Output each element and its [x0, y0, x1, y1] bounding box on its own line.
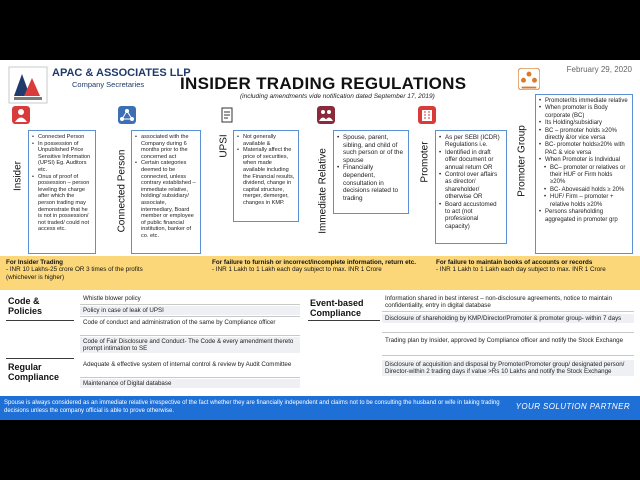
person-icon — [12, 106, 30, 124]
divider — [6, 358, 74, 359]
column-box-connected-person — [131, 130, 201, 254]
column-label-insider: Insider — [12, 160, 24, 192]
column-label-upsi: UPSI — [218, 134, 230, 158]
list-item: • Its Holding/subsidiary — [539, 120, 629, 127]
list-item: • Not generally available & — [237, 134, 295, 147]
tagline: YOUR SOLUTION PARTNER — [515, 402, 630, 411]
penalty-band — [0, 256, 640, 290]
firm-subtitle: Company Secretaries — [72, 80, 145, 89]
column-box-promoter — [435, 130, 507, 244]
list-item: • Persons shareholding aggregated in promoter grp — [539, 209, 629, 224]
column-box-upsi — [233, 130, 299, 222]
list-item: • Materially affect the price of securities, when made available including the Financial results, dividend, change in capital structure, merger, demerger, changes in KMP. — [237, 147, 295, 206]
list-item: Information shared in best interest – non-disclosure agreements, notice to maintain confidentiality, entry in digital database — [382, 294, 634, 310]
list-item: • Spouse, parent, sibling, and child of such person or of the spouse — [337, 134, 405, 164]
list-item: Maintenance of Digital database — [80, 379, 300, 388]
list-item: • Connected Person — [32, 134, 92, 141]
divider — [6, 320, 74, 321]
page-title: INSIDER TRADING REGULATIONS — [180, 74, 467, 93]
divider — [308, 320, 380, 321]
firm-logo-icon — [8, 66, 48, 104]
list-item: • Control over affairs as director/ shareholder/ otherwise OR — [439, 171, 503, 201]
page-subtitle: (including amendments vide notification dated September 17, 2019) — [240, 93, 435, 100]
list-item: Code of conduct and administration of the same by Compliance officer — [80, 318, 300, 327]
list-item: • Board accustomed to act (not professional capacity) — [439, 201, 503, 231]
list-item: • Financially dependent, consultation in decisions related to trading — [337, 164, 405, 202]
firm-name: APAC & ASSOCIATES LLP — [52, 67, 191, 79]
section-title-regular-compliance: Regular Compliance — [8, 362, 60, 382]
list-item: Policy in case of leak of UPSI — [80, 306, 300, 315]
list-item: • BC – promoter holds ≥20% directly &/or vice versa — [539, 128, 629, 143]
divider — [80, 335, 300, 336]
divider — [80, 316, 300, 317]
list-item: • As per SEBI (ICDR) Regulations i.e. — [439, 134, 503, 149]
divider — [382, 311, 634, 312]
list-item: • Identified in draft offer document or annual return OR — [439, 149, 503, 171]
list-item: Disclosure of shareholding by KMP/Director/Promoter & promoter group- within 7 days — [382, 314, 634, 323]
slide — [0, 60, 640, 420]
divider — [382, 332, 634, 333]
list-item: • associated with the Company during 6 months prior to the concerned act — [135, 134, 197, 160]
list-item: • Onus of proof of possession – person leveling the charge after which the person trading may demonstrate that he is not in possession/ not traded/ could not access etc. — [32, 174, 92, 233]
divider — [80, 377, 300, 378]
list-item: • Promoter/its immediate relative — [539, 98, 629, 105]
column-box-promoter-group — [535, 94, 633, 254]
network-icon — [118, 106, 136, 124]
building-icon — [418, 106, 436, 124]
list-item: • When Promoter is Individual — [539, 157, 629, 164]
divider — [382, 355, 634, 356]
divider — [80, 304, 300, 305]
column-label-connected-person: Connected Person — [116, 149, 128, 233]
list-item: • BC- Abovesaid holds ≥ 20% — [539, 187, 629, 194]
column-box-insider — [28, 130, 96, 254]
column-label-promoter: Promoter — [419, 141, 431, 183]
penalty-books: For failure to maintain books of accounts or records - INR 1 Lakh to 1 Lakh each day subject to max. INR 1 Crore — [436, 259, 606, 274]
list-item: • Certain categories deemed to be connected, unless contrary established – immediate relative, holding/ subsidiary/ associate, intermediary, Board member or employee of public financial institution, banker of co. etc. — [135, 160, 197, 239]
list-item: Code of Fair Disclosure and Conduct- The Code & every amendment thereto prompt intimation to SE — [80, 337, 300, 353]
list-item: • When promoter is Body corporate (BC) — [539, 105, 629, 120]
column-label-immediate-relative: Immediate Relative — [317, 148, 329, 234]
column-label-promoter-group: Promoter Group — [516, 125, 528, 197]
section-title-code-policies: Code & Policies — [8, 296, 43, 316]
list-item: • In possession of Unpublished Price Sensitive Information (UPSI) Eg. Auditors etc. — [32, 141, 92, 174]
footer-note: Spouse is always considered as an immediate relative irrespective of the fact whether they are financially independent and claims not to be consulting the husband or wife in taking trading decisions unless the company official is able to prove otherwise. — [4, 400, 500, 414]
list-item: Trading plan by Insider, approved by Compliance officer and notify the Stock Exchange — [382, 336, 634, 345]
slide-date: February 29, 2020 — [566, 65, 632, 74]
list-item: • HUF/ Firm – promoter + relative holds ≥20% — [539, 194, 629, 209]
list-item: Whistle blower policy — [80, 294, 300, 303]
penalty-insider-trading: For Insider Trading - INR 10 Lakhs-25 crore OR 3 times of the profits (whichever is higher) — [6, 259, 143, 281]
penalty-information: For failure to furnish or incorrect/incomplete information, return etc. - INR 1 Lakh to 1 Lakh each day subject to max. INR 1 Crore — [212, 259, 416, 274]
family-icon — [317, 106, 335, 124]
list-item: • BC- promoter holds≥20% with PAC & vice versa — [539, 142, 629, 157]
document-icon — [218, 106, 236, 124]
group-icon — [518, 68, 540, 90]
footer-band — [0, 396, 640, 420]
section-title-event-compliance: Event-based Compliance — [310, 298, 364, 318]
column-box-immediate-relative — [333, 130, 409, 214]
list-item: • BC– promoter or relatives or their HUF or Firm holds ≥20% — [539, 165, 629, 187]
list-item: Adequate & effective system of internal control & review by Audit Committee — [80, 360, 300, 369]
list-item: Disclosure of acquisition and disposal by Promoter/Promoter group/ designated person/ Director-within 2 trading days if value >Rs 10 Lakhs and notify the Stock Exchange — [382, 360, 634, 376]
